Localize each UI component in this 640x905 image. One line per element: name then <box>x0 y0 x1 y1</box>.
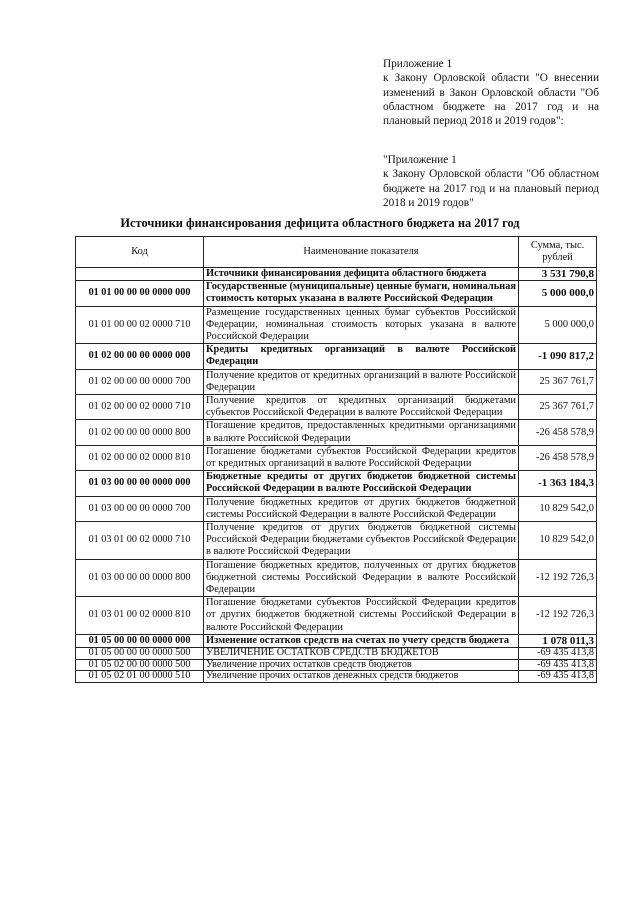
name-cell: Погашение бюджетных кредитов, полученных от других бюджетов бюджетной системы Российской Федерации в валюте Российской Федерации <box>204 559 519 597</box>
header-name: Наименование показателя <box>204 237 519 268</box>
header-sum: Сумма, тыс. рублей <box>519 237 597 268</box>
sum-cell: 5 000 000,0 <box>519 281 597 306</box>
name-cell: Получение бюджетных кредитов от других бюджетов бюджетной системы Российской Федерации в валюте Российской Федерации <box>204 496 519 521</box>
table-body <box>76 268 597 683</box>
code-cell: 01 05 00 00 00 0000 500 <box>76 648 204 660</box>
table-row <box>76 559 597 597</box>
name-cell: Изменение остатков средств на счетах по учету средств бюджета <box>204 634 519 647</box>
sum-cell: 10 829 542,0 <box>519 522 597 560</box>
table-row <box>76 634 597 647</box>
code-cell: 01 02 00 00 02 0000 810 <box>76 445 204 470</box>
table-row <box>76 420 597 445</box>
table-row <box>76 522 597 560</box>
table-row <box>76 369 597 394</box>
appendix-2-header <box>383 153 599 210</box>
sum-cell: -69 435 413,8 <box>519 671 597 683</box>
code-cell <box>76 268 204 281</box>
sum-cell: -1 090 817,2 <box>519 344 597 369</box>
appendix-2-label: "Приложение 1 <box>383 154 457 166</box>
code-cell: 01 03 00 00 00 0000 800 <box>76 559 204 597</box>
code-cell: 01 01 00 00 02 0000 710 <box>76 306 204 344</box>
name-cell: Бюджетные кредиты от других бюджетов бюджетной системы Российской Федерации в валюте Российской Федерации <box>204 471 519 496</box>
code-cell: 01 02 00 00 00 0000 800 <box>76 420 204 445</box>
code-cell: 01 01 00 00 00 0000 000 <box>76 281 204 306</box>
sum-cell: 3 531 790,8 <box>519 268 597 281</box>
sum-cell: 25 367 761,7 <box>519 395 597 420</box>
table-row <box>76 306 597 344</box>
name-cell: Погашение бюджетами субъектов Российской Федерации кредитов от других бюджетов бюджетной системы Российской Федерации в валюте Российской Федерации <box>204 597 519 635</box>
code-cell: 01 05 02 00 00 0000 500 <box>76 659 204 671</box>
name-cell: Получение кредитов от кредитных организаций бюджетами субъектов Российской Федерации в валюте Российской Федерации <box>204 395 519 420</box>
code-cell: 01 02 00 00 00 0000 000 <box>76 344 204 369</box>
table-header-row <box>76 237 597 268</box>
code-cell: 01 05 00 00 00 0000 000 <box>76 634 204 647</box>
name-cell: Погашение бюджетами субъектов Российской Федерации кредитов от кредитных организаций в валюте Российской Федерации <box>204 445 519 470</box>
table-row <box>76 281 597 306</box>
financing-sources-table <box>75 236 597 683</box>
name-cell: Увеличение прочих остатков денежных средств бюджетов <box>204 671 519 683</box>
header-code: Код <box>76 237 204 268</box>
name-cell: Источники финансирования дефицита областного бюджета <box>204 268 519 281</box>
sum-cell: 25 367 761,7 <box>519 369 597 394</box>
sum-cell: 10 829 542,0 <box>519 496 597 521</box>
table-row <box>76 471 597 496</box>
appendix-1-label: Приложение 1 <box>383 58 453 70</box>
sum-cell: -12 192 726,3 <box>519 559 597 597</box>
name-cell: Кредиты кредитных организаций в валюте Российской Федерации <box>204 344 519 369</box>
name-cell: Государственные (муниципальные) ценные бумаги, номинальная стоимость которых указана в валюте Российской Федерации <box>204 281 519 306</box>
code-cell: 01 03 01 00 02 0000 710 <box>76 522 204 560</box>
sum-cell: -26 458 578,9 <box>519 445 597 470</box>
sum-cell: -12 192 726,3 <box>519 597 597 635</box>
code-cell: 01 03 00 00 00 0000 000 <box>76 471 204 496</box>
name-cell: Получение кредитов от других бюджетов бюджетной системы Российской Федерации бюджетами субъектов Российской Федерации в валюте Российской Федерации <box>204 522 519 560</box>
name-cell: Получение кредитов от кредитных организаций в валюте Российской Федерации <box>204 369 519 394</box>
appendix-1-header <box>383 57 599 128</box>
appendix-1-text: к Закону Орловской области "О внесении изменений в Закон Орловской области "Об областном бюджете на 2017 год и на плановый период 2018 и 2019 годов": <box>383 72 599 128</box>
name-cell: УВЕЛИЧЕНИЕ ОСТАТКОВ СРЕДСТВ БЮДЖЕТОВ <box>204 648 519 660</box>
code-cell: 01 03 01 00 02 0000 810 <box>76 597 204 635</box>
sum-cell: 5 000 000,0 <box>519 306 597 344</box>
table-row <box>76 268 597 281</box>
table-row <box>76 496 597 521</box>
document-title: Источники финансирования дефицита областного бюджета на 2017 год <box>120 216 520 230</box>
table-row <box>76 648 597 660</box>
table-row <box>76 344 597 369</box>
name-cell: Погашение кредитов, предоставленных кредитными организациями в валюте Российской Федерации <box>204 420 519 445</box>
code-cell: 01 03 00 00 00 0000 700 <box>76 496 204 521</box>
table-row <box>76 395 597 420</box>
sum-cell: -69 435 413,8 <box>519 648 597 660</box>
name-cell: Размещение государственных ценных бумаг субъектов Российской Федерации, номинальная стоимость которых указана в валюте Российской Федерации <box>204 306 519 344</box>
sum-cell: -69 435 413,8 <box>519 659 597 671</box>
code-cell: 01 02 00 00 00 0000 700 <box>76 369 204 394</box>
table-row <box>76 597 597 635</box>
name-cell: Увеличение прочих остатков средств бюджетов <box>204 659 519 671</box>
sum-cell: 1 078 011,3 <box>519 634 597 647</box>
table-row <box>76 671 597 683</box>
table-row <box>76 659 597 671</box>
sum-cell: -1 363 184,3 <box>519 471 597 496</box>
table-row <box>76 445 597 470</box>
appendix-2-text: к Закону Орловской области "Об областном бюджете на 2017 год и на плановый период 2018 и 2019 годов" <box>383 168 599 209</box>
code-cell: 01 02 00 00 02 0000 710 <box>76 395 204 420</box>
code-cell: 01 05 02 01 00 0000 510 <box>76 671 204 683</box>
sum-cell: -26 458 578,9 <box>519 420 597 445</box>
